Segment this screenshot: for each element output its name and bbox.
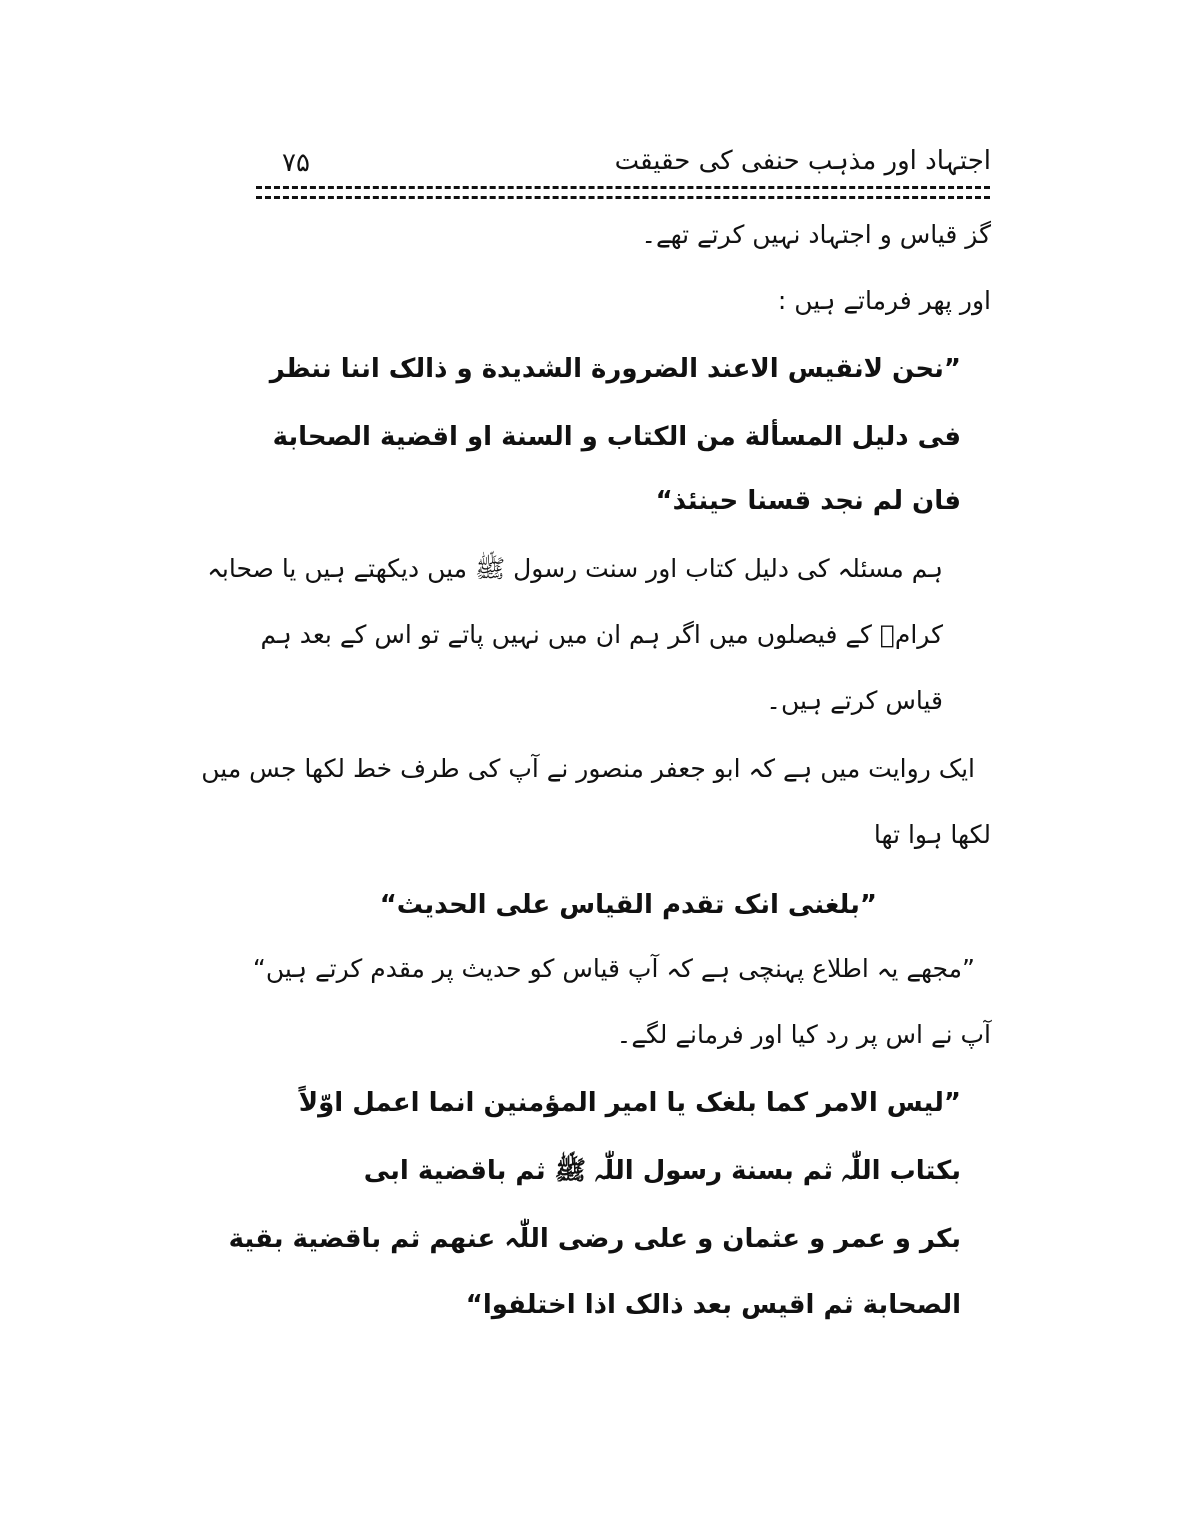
arabic-quote-line: بکر و عمر و عثمان و علی رضی اللّٰہ عنهم ثم باقضیة بقیة [228,1224,961,1254]
arabic-quote-line: فان لم نجد قسنا حینئذ“ [655,486,961,516]
arabic-quote-line: ”لیس الامر کما بلغک یا امیر المؤمنین انما اعمل اوّلاً [298,1088,961,1118]
text-line: ہم مسئلہ کی دلیل کتاب اور سنت رسول ﷺ میں دیکھتے ہیں یا صحابہ [207,554,943,583]
text-line: گز قیاس و اجتہاد نہیں کرتے تھے۔ [641,220,991,249]
text-line: ”مجھے یہ اطلاع پہنچی ہے کہ آپ قیاس کو حدیث پر مقدم کرتے ہیں“ [252,954,975,983]
page-number: ۷۵ [282,148,310,178]
text-line: کرامؓ کے فیصلوں میں اگر ہم ان میں نہیں پاتے تو اس کے بعد ہم [260,620,943,649]
header-rule-bottom [256,196,990,199]
arabic-quote-line: ”بلغنی انک تقدم القیاس علی الحدیث“ [379,890,877,920]
text-line: آپ نے اس پر رد کیا اور فرمانے لگے۔ [616,1020,991,1049]
arabic-quote-line: ”نحن لانقیس الاعند الضرورة الشدیدة و ذالک اننا ننظر [269,354,961,384]
header-rule-top [256,186,990,189]
arabic-quote-line: الصحابة ثم اقیس بعد ذالک اذا اختلفوا“ [465,1290,961,1320]
text-line: لکھا ہوا تھا [873,820,991,849]
arabic-quote-line: بکتاب اللّٰہ ثم بسنة رسول اللّٰہ ﷺ ثم باقضیة ابی [363,1156,961,1186]
text-line: اور پھر فرماتے ہیں : [777,286,991,315]
arabic-quote-line: فی دلیل المسألة من الکتاب و السنة او اقضیة الصحابة [272,422,961,452]
running-header-title: اجتہاد اور مذہب حنفی کی حقیقت [614,146,991,176]
text-line: قیاس کرتے ہیں۔ [766,686,943,715]
text-line: ایک روایت میں ہے کہ ابو جعفر منصور نے آپ کی طرف خط لکھا جس میں [201,754,975,783]
